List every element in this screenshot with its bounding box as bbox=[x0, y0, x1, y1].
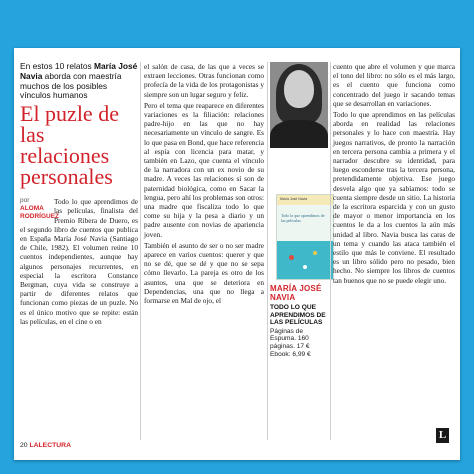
author-photo bbox=[270, 62, 328, 148]
book-info bbox=[270, 284, 330, 358]
cover-title: Todo lo que aprendimos de las películas bbox=[281, 213, 325, 223]
column-right bbox=[333, 62, 455, 287]
byline-author: ALOMA RODRÍGUEZ bbox=[20, 205, 59, 221]
magazine-logo-icon: L bbox=[436, 428, 449, 443]
article-title: El puzle de las relaciones personales bbox=[20, 101, 119, 190]
body-paragraph: También el asunto de ser o no ser madre aparece en varios cuentos: querer y que no se dé, que se dé y que no se sepa cómo llevarlo. La pareja es otro de los asuntos, una que se deteriora en Dependencias, una que no llega a formarse en Mal de ojo, el bbox=[144, 240, 264, 306]
book-title: TODO LO QUE APRENDIMOS DE LAS PELÍCULAS bbox=[270, 304, 326, 327]
lead-text-end: aborda con maestría muchos de los posibles vínculos humanos bbox=[20, 70, 122, 101]
page-number: 20 bbox=[20, 442, 28, 449]
book-cover bbox=[276, 194, 334, 280]
photo-shoulders bbox=[270, 120, 328, 148]
byline bbox=[20, 197, 59, 221]
cover-swimmer bbox=[289, 255, 294, 260]
body-paragraph: Pero el tema que reaparece en diferentes variaciones es la filiación: relaciones padre-hijo en las que no hay necesariamente un vínculo de sangre. Es lo que pasa en Bond, que hace referencia al espía con licencia para matar, y también en Lazo, que cuenta el vínculo de la narradora con un ex novio de su madre. A veces las relaciones sí son de paternidad biológica, como en Sacar la lengua, pero ahí los problemas son otros: una madre que fiscaliza todo lo que come su hija y la pesa a diario y un padre ausente con novias de apariencia joven. bbox=[144, 100, 264, 239]
cover-swimmer bbox=[313, 251, 317, 255]
lead-text: En estos 10 relatos bbox=[20, 61, 95, 71]
column-divider bbox=[330, 62, 331, 440]
cover-pool bbox=[277, 241, 333, 279]
cover-swimmer bbox=[303, 265, 307, 269]
byline-prefix: por bbox=[20, 197, 30, 205]
column-left bbox=[20, 62, 138, 328]
page-footer bbox=[20, 442, 71, 449]
body-paragraph: Todo lo que aprendimos en las películas aborda en realidad las relaciones personales y lo hace con maestría. Hay juegos narrativos, de pronto la narración en tercera persona cambia a primera y el narrador descubre su identidad, para luego esconderse tras la tercera persona, pretendidamente objetiva. Ese juego desvela algo que ya sabíamos: todo se cuenta siempre desde un sitio. La historia de la escritora esparcida y con un gusto de mayor o menor importancia en los cuentos le da a los cuentos la aún más unidad al libro. Navia busca las caras de un tema y cuando las ataca también el estilo que más le conviene. El resultado es un libro sólido pero no pesado, bien hecho. No siempre los libros de cuentos tan buenos que no se puede elegir uno. bbox=[333, 110, 455, 285]
column-divider bbox=[267, 62, 268, 440]
book-publisher: Páginas de Espuma. 160 páginas. 17 € bbox=[270, 327, 310, 350]
body-paragraph: cuento que abre el volumen y que marca el tono del libro: no sólo es el más largo, es el cuento que funciona como concentrado del juego ir sacando temas que se desarrollan en variaciones. bbox=[333, 62, 455, 108]
book-author: MARÍA JOSÉ NAVIA bbox=[270, 284, 322, 302]
photo-face bbox=[284, 70, 314, 108]
lead-author: María José Navia bbox=[20, 61, 138, 81]
cover-author: María José Navia bbox=[280, 197, 308, 201]
book-ebook: Ebook: 6,99 € bbox=[270, 350, 311, 358]
magazine-page bbox=[14, 48, 460, 460]
body-paragraph: el salón de casa, de las que a veces se extraen lecciones. Otras funcionan como profecía de la vida de los protagonistas y siempre son un lugar seguro y feliz. bbox=[144, 62, 264, 99]
column-divider bbox=[140, 62, 141, 440]
article-lead bbox=[20, 62, 138, 101]
body-paragraph: Todo lo que aprendimos de las películas, finalista del Premio Ribera de Duero, es el segundo libro de cuentos que publica en España María José Navia (Santiago de Chile, 1982). El volumen reúne 10 cuentos independientes, aunque hay algunos personajes recurrentes, en especial la escritora Constance Bergman, cuya vida se construye a partir de diferentes relatos que funcionan como piezas de un puzle. No es el único motivo que se repite: están las películas, en el cine o en bbox=[20, 197, 138, 326]
magazine-name: LALECTURA bbox=[29, 442, 71, 449]
column-middle bbox=[144, 62, 264, 307]
